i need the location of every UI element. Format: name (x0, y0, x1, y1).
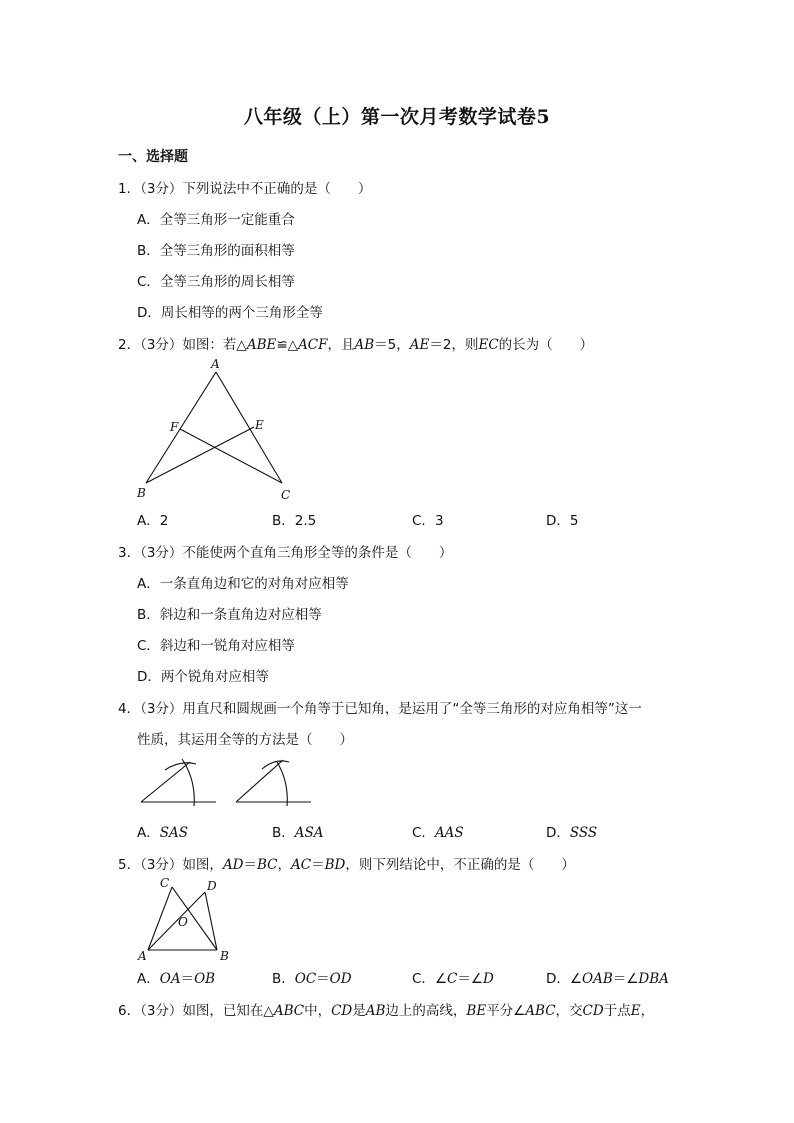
math-term: BD (324, 857, 346, 873)
option-label: D． (546, 825, 570, 841)
question-4-option-d[interactable] (546, 821, 597, 841)
question-3-option-d[interactable] (137, 665, 269, 685)
question-5-stem (118, 853, 575, 873)
vertex-label-f: F (170, 420, 179, 434)
question-number: 2． (118, 337, 141, 353)
question-3-option-b[interactable] (137, 603, 322, 623)
question-score: （3分） (140, 1003, 183, 1019)
option-label: D． (137, 669, 161, 685)
question-text: 于点 (603, 1003, 631, 1019)
segment-be (146, 427, 254, 483)
construction-arc (277, 762, 287, 806)
question-number: 1． (118, 181, 141, 197)
option-text: ＝∠ (612, 971, 639, 987)
question-number: 3． (118, 545, 141, 561)
option-text: ＝ (316, 971, 330, 987)
question-1-option-d[interactable] (137, 301, 323, 321)
ray-side (236, 760, 283, 802)
question-1-option-b[interactable] (137, 239, 295, 259)
question-number: 5． (118, 857, 141, 873)
option-label: A． (137, 825, 160, 841)
math-term: AB (354, 337, 375, 353)
math-term: ABE (246, 337, 277, 353)
option-text: 斜边和一锐角对应相等 (159, 638, 295, 654)
question-4-option-b[interactable] (272, 821, 324, 841)
question-2-option-a[interactable] (137, 509, 168, 529)
math-term: D (483, 971, 494, 987)
option-text: 5 (569, 513, 579, 529)
math-term: AD (222, 857, 244, 873)
option-text: ＝ (180, 971, 195, 987)
option-label: C． (412, 513, 435, 529)
construction-arc (262, 761, 289, 769)
option-text: 全等三角形的面积相等 (159, 243, 295, 259)
math-term: OD (329, 971, 352, 987)
math-term: OA (159, 971, 181, 987)
question-text: ，且 (327, 337, 355, 353)
option-text: 2 (159, 513, 169, 529)
question-3-option-c[interactable] (137, 634, 295, 654)
question-2-option-c[interactable] (412, 509, 444, 529)
question-5-option-d[interactable] (546, 967, 669, 987)
option-label: B． (272, 513, 295, 529)
math-term: DBA (638, 971, 669, 987)
ray-side (141, 762, 190, 802)
option-text: 2.5 (294, 513, 317, 529)
option-label: B． (137, 607, 160, 623)
math-term: ACF (298, 337, 328, 353)
math-term: CD (582, 1003, 604, 1019)
vertex-label-b: B (220, 949, 229, 963)
math-term: BE (466, 1003, 487, 1019)
option-label: D． (546, 513, 570, 529)
question-6-stem (118, 999, 654, 1019)
option-text: 斜边和一条直角边对应相等 (159, 607, 322, 623)
question-text: ， (640, 1003, 655, 1019)
question-text: 是 (352, 1003, 366, 1019)
question-score: （3分） (140, 545, 183, 561)
math-term: ABC (525, 1003, 556, 1019)
question-1-option-c[interactable] (137, 270, 295, 290)
option-text: 全等三角形的周长相等 (159, 274, 295, 290)
question-text: ，则下列结论中，不正确的是（ ） (345, 857, 575, 873)
question-4-stem-line2: 性质，其运用全等的方法是（ ） (137, 732, 353, 748)
math-term: ABC (273, 1003, 305, 1019)
section-heading: 一、选择题 (118, 149, 188, 165)
vertex-label-o: O (178, 915, 188, 929)
question-text: 下列说法中不正确的是（ ） (182, 181, 372, 197)
question-score: （3分） (140, 181, 183, 197)
question-text: ， (277, 857, 292, 873)
vertex-label-c: C (160, 876, 170, 890)
question-text: 如图，已知在△ (182, 1003, 274, 1019)
option-text: 一条直角边和它的对角对应相等 (159, 576, 349, 592)
question-text: 如图：若△ (182, 337, 247, 353)
option-text: 周长相等的两个三角形全等 (160, 305, 323, 321)
option-label: C． (137, 274, 160, 290)
option-label: C． (137, 638, 160, 654)
question-text: 用直尺和圆规画一个角等于已知角，是运用了“全等三角形的对应角相等”这一 (182, 701, 642, 717)
math-term: OAB (582, 971, 613, 987)
option-label: B． (272, 825, 295, 841)
option-text: SSS (569, 825, 598, 841)
vertex-label-a: A (138, 949, 147, 963)
question-5-figure (133, 872, 243, 964)
segment-cf (180, 429, 282, 483)
question-5-option-b[interactable] (272, 967, 352, 987)
question-2-stem (118, 333, 593, 353)
question-4-option-c[interactable] (412, 821, 464, 841)
question-2-figure (130, 352, 300, 507)
question-text: ＝2，则 (429, 337, 479, 353)
math-term: AB (365, 1003, 386, 1019)
option-text: AAS (434, 825, 464, 841)
math-term: OB (194, 971, 216, 987)
option-text: 3 (434, 513, 444, 529)
question-4-stem-line1 (118, 697, 642, 717)
math-term: OC (294, 971, 317, 987)
question-text: 平分∠ (486, 1003, 526, 1019)
option-label: C． (412, 825, 435, 841)
question-3-option-a[interactable] (137, 572, 349, 592)
question-4-figure-right (233, 752, 323, 810)
question-1-option-a[interactable] (137, 208, 295, 228)
question-text: ＝5， (374, 337, 410, 353)
vertex-label-b: B (137, 486, 146, 500)
vertex-label-e: E (255, 418, 264, 432)
math-term: E (630, 1003, 641, 1019)
segment-ac (216, 372, 282, 483)
math-term: BC (257, 857, 278, 873)
angle-symbol: ∠ (434, 971, 448, 987)
question-text: 中， (304, 1003, 332, 1019)
math-term: C (447, 971, 458, 987)
question-text: ≌△ (276, 337, 299, 353)
construction-arc (182, 759, 194, 806)
question-text: 不能使两个直角三角形全等的条件是（ ） (182, 545, 453, 561)
math-term: CD (331, 1003, 353, 1019)
option-label: A． (137, 212, 160, 228)
question-score: （3分） (140, 701, 183, 717)
question-1-stem (118, 177, 371, 197)
segment-ac (148, 887, 172, 950)
question-text: ，交 (555, 1003, 583, 1019)
option-label: A． (137, 971, 160, 987)
question-score: （3分） (140, 857, 183, 873)
option-text: ASA (294, 825, 324, 841)
option-label: D． (546, 971, 570, 987)
question-text: 的长为（ ） (498, 337, 594, 353)
math-term: EC (478, 337, 499, 353)
question-text: ＝ (311, 857, 325, 873)
question-5-option-c[interactable] (412, 967, 494, 987)
vertex-label-c: C (281, 488, 291, 502)
question-text: 边上的高线， (385, 1003, 467, 1019)
math-term: AC (291, 857, 312, 873)
question-3-stem (118, 541, 452, 561)
angle-symbol: ∠ (569, 971, 583, 987)
question-4-option-a[interactable] (137, 821, 188, 841)
question-4-figure-left (138, 752, 228, 810)
question-score: （3分） (140, 337, 183, 353)
page-title: 八年级（上）第一次月考数学试卷5 (243, 106, 551, 128)
option-label: D． (137, 305, 161, 321)
option-label: A． (137, 513, 160, 529)
option-label: B． (137, 243, 160, 259)
option-label: B． (272, 971, 295, 987)
math-term: AE (409, 337, 430, 353)
question-5-option-a[interactable] (137, 967, 215, 987)
option-text: ＝∠ (457, 971, 483, 987)
vertex-label-a: A (211, 357, 220, 371)
option-label: A． (137, 576, 160, 592)
construction-arc (165, 763, 196, 770)
segment-ab (146, 372, 216, 483)
question-number: 4． (118, 701, 141, 717)
question-2-option-d[interactable] (546, 509, 579, 529)
question-number: 6． (118, 1003, 141, 1019)
question-2-option-b[interactable] (272, 509, 316, 529)
option-text: SAS (159, 825, 188, 841)
question-text: ＝ (243, 857, 258, 873)
vertex-label-d: D (207, 879, 217, 893)
option-text: 两个锐角对应相等 (160, 669, 269, 685)
option-label: C． (412, 971, 435, 987)
question-text: 如图， (182, 857, 223, 873)
option-text: 全等三角形一定能重合 (159, 212, 295, 228)
